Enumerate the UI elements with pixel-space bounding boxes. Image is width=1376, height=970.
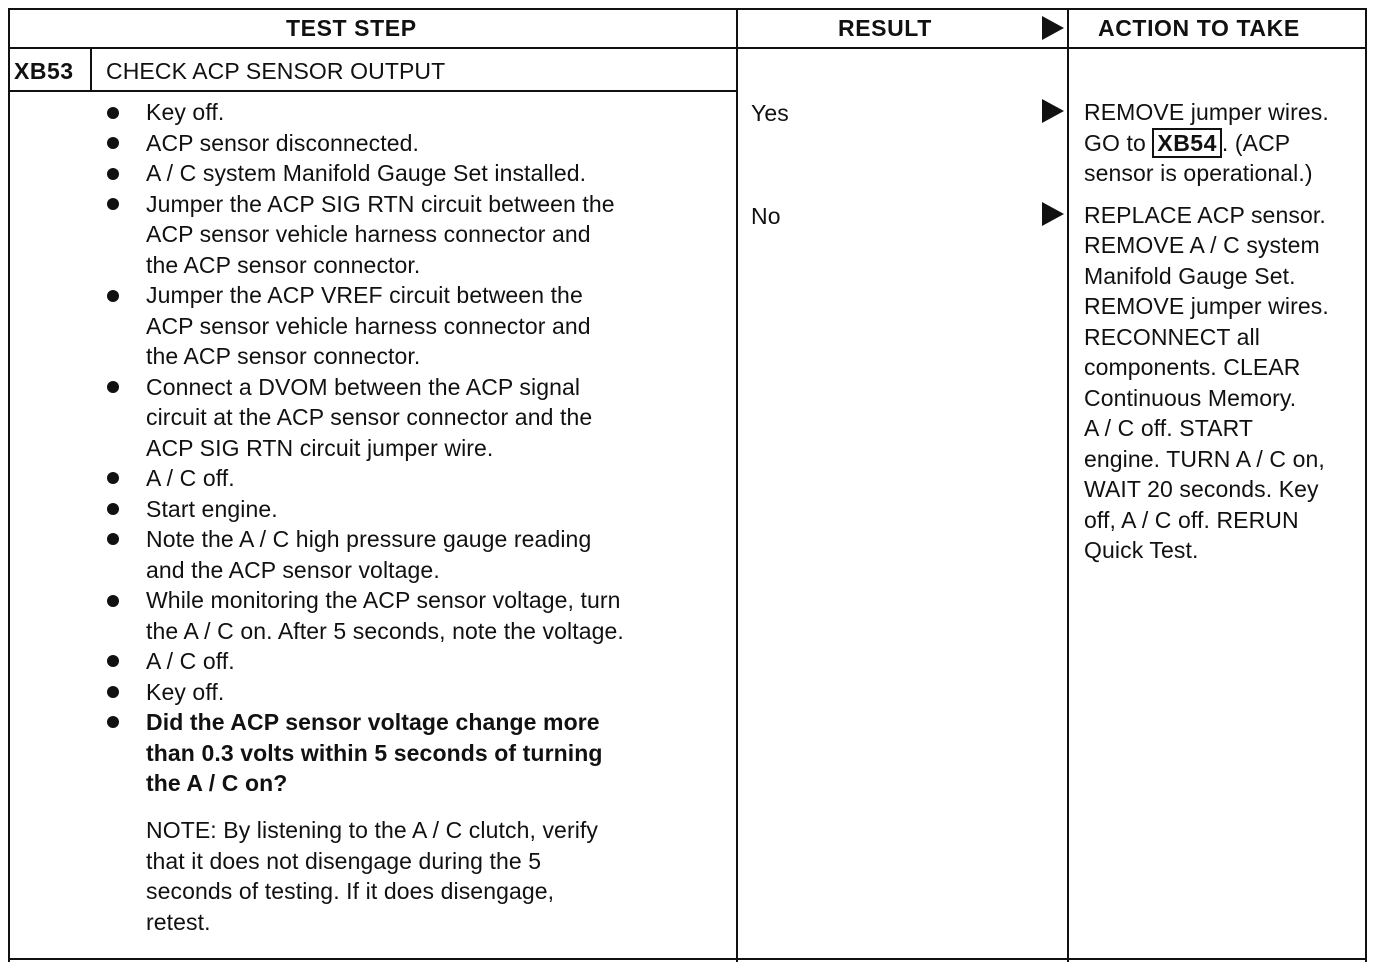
action-no-line: A / C off. START <box>1084 415 1254 441</box>
step-line: circuit at the ACP sensor connector and the <box>146 404 593 430</box>
action-no-line: REMOVE jumper wires. <box>1084 293 1329 319</box>
step-line: A / C system Manifold Gauge Set installed. <box>146 160 587 186</box>
step-line: the A / C on. After 5 seconds, note the voltage. <box>146 618 624 644</box>
bullet-icon <box>107 655 119 667</box>
action-yes-line: REMOVE jumper wires. <box>1084 99 1329 125</box>
step-line: and the ACP sensor voltage. <box>146 557 440 583</box>
bullet-icon <box>107 716 119 728</box>
goto-suffix: . (ACP <box>1221 130 1291 156</box>
action-yes-line: sensor is operational.) <box>1084 160 1313 186</box>
step-question-line: than 0.3 volts within 5 seconds of turning <box>146 740 603 766</box>
bullet-icon <box>107 107 119 119</box>
step-title-divider <box>8 90 738 92</box>
column-divider-result <box>736 8 738 962</box>
header-arrow-icon <box>1042 16 1064 40</box>
step-line: Key off. <box>146 99 225 125</box>
action-no-line: REPLACE ACP sensor. <box>1084 202 1326 228</box>
header-divider <box>8 47 1367 49</box>
bullet-icon <box>107 533 119 545</box>
step-line: Jumper the ACP VREF circuit between the <box>146 282 583 308</box>
step-line: Jumper the ACP SIG RTN circuit between the <box>146 191 615 217</box>
note-line: retest. <box>146 909 211 935</box>
action-no-line: engine. TURN A / C on, <box>1084 446 1325 472</box>
note-line: NOTE: By listening to the A / C clutch, verify <box>146 817 598 843</box>
step-line: Note the A / C high pressure gauge reading <box>146 526 592 552</box>
result-yes-arrow-icon <box>1042 99 1064 123</box>
result-no: No <box>751 203 781 229</box>
header-action: ACTION TO TAKE <box>1098 15 1300 41</box>
step-question-line: the A / C on? <box>146 770 288 796</box>
step-line: ACP SIG RTN circuit jumper wire. <box>146 435 494 461</box>
step-line: Key off. <box>146 679 225 705</box>
header-result: RESULT <box>838 15 932 41</box>
step-line: the ACP sensor connector. <box>146 252 421 278</box>
header-test-step: TEST STEP <box>286 15 417 41</box>
bullet-icon <box>107 686 119 698</box>
action-no-line: components. CLEAR <box>1084 354 1301 380</box>
goto-reference-link[interactable]: XB54 <box>1152 128 1222 158</box>
step-line: the ACP sensor connector. <box>146 343 421 369</box>
action-yes-goto <box>1084 128 1290 159</box>
bullet-icon <box>107 381 119 393</box>
action-no-line: Continuous Memory. <box>1084 385 1297 411</box>
bullet-icon <box>107 472 119 484</box>
result-no-arrow-icon <box>1042 202 1064 226</box>
table-border-left <box>8 8 10 962</box>
bullet-icon <box>107 503 119 515</box>
action-no-line: Quick Test. <box>1084 537 1199 563</box>
step-id-divider <box>90 48 92 92</box>
note-line: seconds of testing. If it does disengage, <box>146 878 555 904</box>
step-line: Start engine. <box>146 496 278 522</box>
bullet-icon <box>107 137 119 149</box>
step-line: A / C off. <box>146 465 235 491</box>
result-yes: Yes <box>751 100 789 126</box>
step-title: CHECK ACP SENSOR OUTPUT <box>106 58 446 84</box>
action-no-line: off, A / C off. RERUN <box>1084 507 1299 533</box>
table-border-bottom <box>8 958 1367 960</box>
table-border-right <box>1365 8 1367 962</box>
action-no-line: REMOVE A / C system <box>1084 232 1320 258</box>
column-divider-action <box>1067 8 1069 962</box>
action-no-line: Manifold Gauge Set. <box>1084 263 1296 289</box>
step-line: Connect a DVOM between the ACP signal <box>146 374 581 400</box>
table-border-top <box>8 8 1367 10</box>
action-no-line: WAIT 20 seconds. Key <box>1084 476 1319 502</box>
step-question-line: Did the ACP sensor voltage change more <box>146 709 600 735</box>
bullet-icon <box>107 290 119 302</box>
goto-prefix: GO to <box>1084 130 1146 156</box>
step-id: XB53 <box>14 58 74 84</box>
step-line: While monitoring the ACP sensor voltage, turn <box>146 587 621 613</box>
bullet-icon <box>107 198 119 210</box>
step-line: ACP sensor vehicle harness connector and <box>146 313 591 339</box>
step-line: ACP sensor disconnected. <box>146 130 420 156</box>
step-line: ACP sensor vehicle harness connector and <box>146 221 591 247</box>
bullet-icon <box>107 595 119 607</box>
note-line: that it does not disengage during the 5 <box>146 848 542 874</box>
step-line: A / C off. <box>146 648 235 674</box>
action-no-line: RECONNECT all <box>1084 324 1260 350</box>
bullet-icon <box>107 168 119 180</box>
